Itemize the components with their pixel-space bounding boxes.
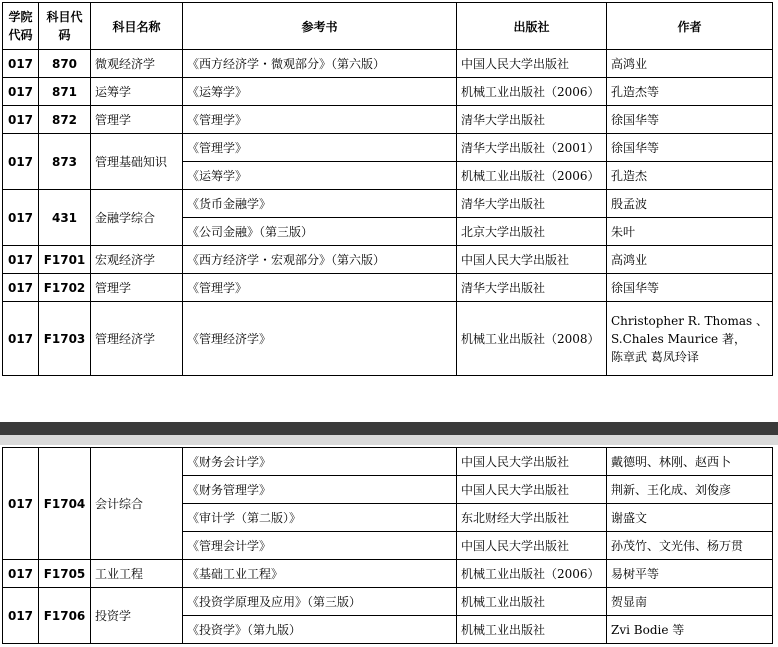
author-line: S.Chales Maurice 著， — [611, 331, 746, 346]
table-row — [3, 190, 773, 218]
publisher-cell: 东北财经大学出版社 — [457, 504, 607, 532]
author-line: 陈章武 葛凤玲译 — [611, 349, 699, 364]
book-title-cell: 《审计学（第二版）》 — [183, 504, 457, 532]
subject-name-cell: 管理基础知识 — [91, 134, 183, 190]
author-line: Christopher R. Thomas 、 — [611, 313, 768, 328]
subject-name-cell: 宏观经济学 — [91, 246, 183, 274]
publisher-cell: 清华大学出版社（2001） — [457, 134, 607, 162]
subject-code-cell: F1704 — [39, 448, 91, 560]
subject-code-cell: 431 — [39, 190, 91, 246]
author-cell — [607, 302, 773, 376]
book-title-cell: 《西方经济学・宏观部分》（第六版） — [183, 246, 457, 274]
subject-code-cell: F1705 — [39, 560, 91, 588]
school-code-cell: 017 — [3, 50, 39, 78]
subject-name-cell: 工业工程 — [91, 560, 183, 588]
author-cell: 孔造杰 — [607, 162, 773, 190]
book-title-cell: 《基础工业工程》 — [183, 560, 457, 588]
table-row — [3, 78, 773, 106]
author-cell: 徐国华等 — [607, 274, 773, 302]
book-title-cell: 《公司金融》（第三版） — [183, 218, 457, 246]
subject-code-cell: F1701 — [39, 246, 91, 274]
school-code-cell: 017 — [3, 302, 39, 376]
book-title-cell: 《货币金融学》 — [183, 190, 457, 218]
reference-book-table-2 — [2, 447, 773, 644]
publisher-cell: 中国人民大学出版社 — [457, 476, 607, 504]
book-title-cell: 《运筹学》 — [183, 162, 457, 190]
author-cell: 殷孟波 — [607, 190, 773, 218]
header-subject-name: 科目名称 — [91, 3, 183, 50]
subject-name-cell: 金融学综合 — [91, 190, 183, 246]
author-cell: 贺显南 — [607, 588, 773, 616]
publisher-cell: 机械工业出版社（2008） — [457, 302, 607, 376]
author-cell: 谢盛文 — [607, 504, 773, 532]
publisher-cell: 机械工业出版社 — [457, 616, 607, 644]
subject-code-cell: F1706 — [39, 588, 91, 644]
page-break-bar — [0, 422, 778, 435]
subject-code-cell: F1702 — [39, 274, 91, 302]
publisher-cell: 机械工业出版社 — [457, 588, 607, 616]
subject-code-cell: F1703 — [39, 302, 91, 376]
book-title-cell: 《运筹学》 — [183, 78, 457, 106]
book-title-cell: 《管理学》 — [183, 106, 457, 134]
subject-name-cell: 管理学 — [91, 274, 183, 302]
table-row — [3, 246, 773, 274]
table-row — [3, 448, 773, 476]
subject-name-cell: 微观经济学 — [91, 50, 183, 78]
school-code-cell: 017 — [3, 274, 39, 302]
subject-code-cell: 871 — [39, 78, 91, 106]
school-code-cell: 017 — [3, 134, 39, 190]
header-subject-code: 科目代码 — [39, 3, 91, 50]
subject-code-cell: 873 — [39, 134, 91, 190]
publisher-cell: 清华大学出版社 — [457, 190, 607, 218]
publisher-cell: 清华大学出版社 — [457, 274, 607, 302]
header-book: 参考书 — [183, 3, 457, 50]
author-cell: Zvi Bodie 等 — [607, 616, 773, 644]
author-cell: 徐国华等 — [607, 134, 773, 162]
book-title-cell: 《管理学》 — [183, 134, 457, 162]
publisher-cell: 中国人民大学出版社 — [457, 246, 607, 274]
table-row — [3, 134, 773, 162]
author-cell: 易树平等 — [607, 560, 773, 588]
table-row — [3, 560, 773, 588]
publisher-cell: 机械工业出版社（2006） — [457, 560, 607, 588]
school-code-cell: 017 — [3, 588, 39, 644]
subject-name-cell: 管理学 — [91, 106, 183, 134]
school-code-cell: 017 — [3, 78, 39, 106]
table-header-row — [3, 3, 773, 50]
header-publisher: 出版社 — [457, 3, 607, 50]
author-cell: 荆新、王化成、刘俊彦 — [607, 476, 773, 504]
reference-book-table-1 — [2, 2, 773, 376]
book-title-cell: 《财务管理学》 — [183, 476, 457, 504]
author-cell: 高鸿业 — [607, 50, 773, 78]
publisher-cell: 北京大学出版社 — [457, 218, 607, 246]
book-title-cell: 《管理会计学》 — [183, 532, 457, 560]
publisher-cell: 中国人民大学出版社 — [457, 532, 607, 560]
subject-name-cell: 投资学 — [91, 588, 183, 644]
subject-name-cell: 管理经济学 — [91, 302, 183, 376]
school-code-cell: 017 — [3, 560, 39, 588]
author-cell: 朱叶 — [607, 218, 773, 246]
table-row — [3, 302, 773, 376]
book-title-cell: 《西方经济学・微观部分》（第六版） — [183, 50, 457, 78]
author-cell: 戴德明、林刚、赵西卜 — [607, 448, 773, 476]
header-author: 作者 — [607, 3, 773, 50]
book-title-cell: 《财务会计学》 — [183, 448, 457, 476]
table-row — [3, 274, 773, 302]
subject-code-cell: 870 — [39, 50, 91, 78]
publisher-cell: 中国人民大学出版社 — [457, 448, 607, 476]
school-code-cell: 017 — [3, 106, 39, 134]
school-code-cell: 017 — [3, 190, 39, 246]
publisher-cell: 清华大学出版社 — [457, 106, 607, 134]
subject-code-cell: 872 — [39, 106, 91, 134]
author-cell: 徐国华等 — [607, 106, 773, 134]
publisher-cell: 中国人民大学出版社 — [457, 50, 607, 78]
table-row — [3, 50, 773, 78]
school-code-cell: 017 — [3, 246, 39, 274]
subject-name-cell: 运筹学 — [91, 78, 183, 106]
book-title-cell: 《管理学》 — [183, 274, 457, 302]
book-title-cell: 《投资学原理及应用》（第三版） — [183, 588, 457, 616]
author-cell: 高鸿业 — [607, 246, 773, 274]
book-title-cell: 《投资学》（第九版） — [183, 616, 457, 644]
header-school-code: 学院代码 — [3, 3, 39, 50]
publisher-cell: 机械工业出版社（2006） — [457, 78, 607, 106]
school-code-cell: 017 — [3, 448, 39, 560]
table-row — [3, 106, 773, 134]
publisher-cell: 机械工业出版社（2006） — [457, 162, 607, 190]
author-cell: 孔造杰等 — [607, 78, 773, 106]
table-row — [3, 588, 773, 616]
page-break-gap — [0, 435, 778, 445]
author-cell: 孙茂竹、文光伟、杨万贯 — [607, 532, 773, 560]
subject-name-cell: 会计综合 — [91, 448, 183, 560]
book-title-cell: 《管理经济学》 — [183, 302, 457, 376]
